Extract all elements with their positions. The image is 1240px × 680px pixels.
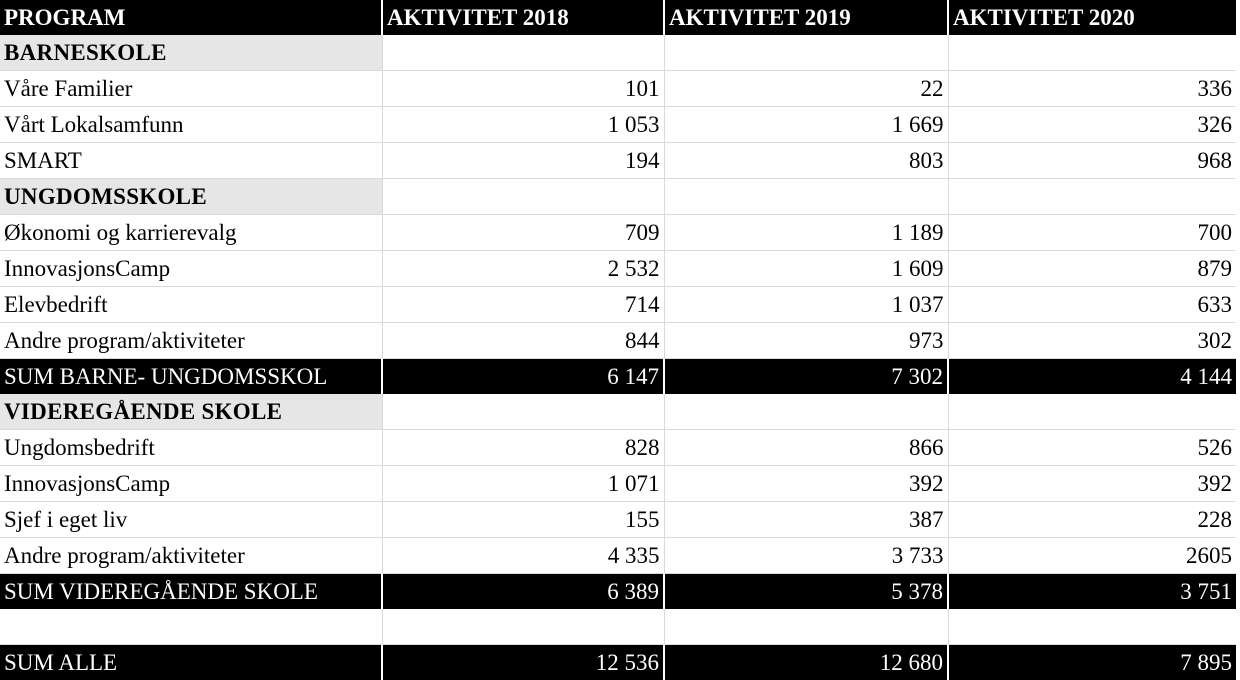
table-row [0,287,1236,323]
program-label: InnovasjonsCamp [0,251,382,287]
program-label: Sjef i eget liv [0,502,382,538]
value-2019: 392 [664,466,948,502]
empty-cell [664,35,948,71]
header-program: PROGRAM [0,0,382,35]
sum-label: SUM BARNE- UNGDOMSSKOL [0,359,382,395]
value-2020: 228 [948,502,1236,538]
value-2018: 714 [382,287,664,323]
value-2020: 526 [948,430,1236,466]
value-2020: 2605 [948,538,1236,574]
table-row [0,71,1236,107]
sum-label: SUM VIDEREGÅENDE SKOLE [0,574,382,610]
blank-row [0,609,1236,644]
header-2018: AKTIVITET 2018 [382,0,664,35]
table-row [0,502,1236,538]
section-row-videregaende [0,394,1236,430]
value-2018: 709 [382,215,664,251]
sum-2018: 6 389 [382,574,664,610]
sum-row-alle [0,644,1236,680]
empty-cell [382,609,664,644]
value-2019: 22 [664,71,948,107]
empty-cell [664,179,948,215]
value-2019: 1 189 [664,215,948,251]
value-2020: 326 [948,107,1236,143]
table-row [0,107,1236,143]
sum-2020: 4 144 [948,359,1236,395]
sum-row-videregaende [0,574,1236,610]
value-2018: 828 [382,430,664,466]
value-2019: 387 [664,502,948,538]
value-2019: 1 609 [664,251,948,287]
sum-2018: 6 147 [382,359,664,395]
sum-row-barne-ungdomsskole [0,359,1236,395]
program-label: Elevbedrift [0,287,382,323]
empty-cell [948,179,1236,215]
table-row [0,251,1236,287]
sum-2019: 12 680 [664,644,948,680]
section-row-ungdomsskole [0,179,1236,215]
empty-cell [0,609,382,644]
sum-2018: 12 536 [382,644,664,680]
value-2018: 194 [382,143,664,179]
table-row [0,538,1236,574]
empty-cell [948,394,1236,430]
section-label: UNGDOMSSKOLE [0,179,382,215]
empty-cell [382,35,664,71]
value-2020: 968 [948,143,1236,179]
program-label: Økonomi og karrierevalg [0,215,382,251]
value-2018: 155 [382,502,664,538]
sum-2020: 7 895 [948,644,1236,680]
header-2019: AKTIVITET 2019 [664,0,948,35]
empty-cell [664,394,948,430]
value-2018: 4 335 [382,538,664,574]
program-label: Ungdomsbedrift [0,430,382,466]
value-2018: 1 071 [382,466,664,502]
sum-2019: 7 302 [664,359,948,395]
sum-2019: 5 378 [664,574,948,610]
value-2019: 803 [664,143,948,179]
empty-cell [382,179,664,215]
empty-cell [664,609,948,644]
table-row [0,430,1236,466]
table-row [0,215,1236,251]
empty-cell [948,609,1236,644]
value-2018: 844 [382,323,664,359]
program-label: InnovasjonsCamp [0,466,382,502]
value-2019: 1 037 [664,287,948,323]
program-label: Andre program/aktiviteter [0,323,382,359]
value-2018: 1 053 [382,107,664,143]
value-2020: 633 [948,287,1236,323]
section-label: VIDEREGÅENDE SKOLE [0,394,382,430]
table-row [0,323,1236,359]
empty-cell [948,35,1236,71]
program-label: Andre program/aktiviteter [0,538,382,574]
table-header-row [0,0,1236,35]
value-2020: 302 [948,323,1236,359]
value-2020: 392 [948,466,1236,502]
table-row [0,143,1236,179]
value-2019: 973 [664,323,948,359]
header-2020: AKTIVITET 2020 [948,0,1236,35]
sum-label: SUM ALLE [0,644,382,680]
value-2020: 700 [948,215,1236,251]
program-label: SMART [0,143,382,179]
empty-cell [382,394,664,430]
value-2018: 101 [382,71,664,107]
section-label: BARNESKOLE [0,35,382,71]
value-2019: 866 [664,430,948,466]
section-row-barneskole [0,35,1236,71]
sum-2020: 3 751 [948,574,1236,610]
program-label: Vårt Lokalsamfunn [0,107,382,143]
value-2020: 336 [948,71,1236,107]
value-2019: 1 669 [664,107,948,143]
table-row [0,466,1236,502]
value-2018: 2 532 [382,251,664,287]
value-2020: 879 [948,251,1236,287]
value-2019: 3 733 [664,538,948,574]
program-label: Våre Familier [0,71,382,107]
